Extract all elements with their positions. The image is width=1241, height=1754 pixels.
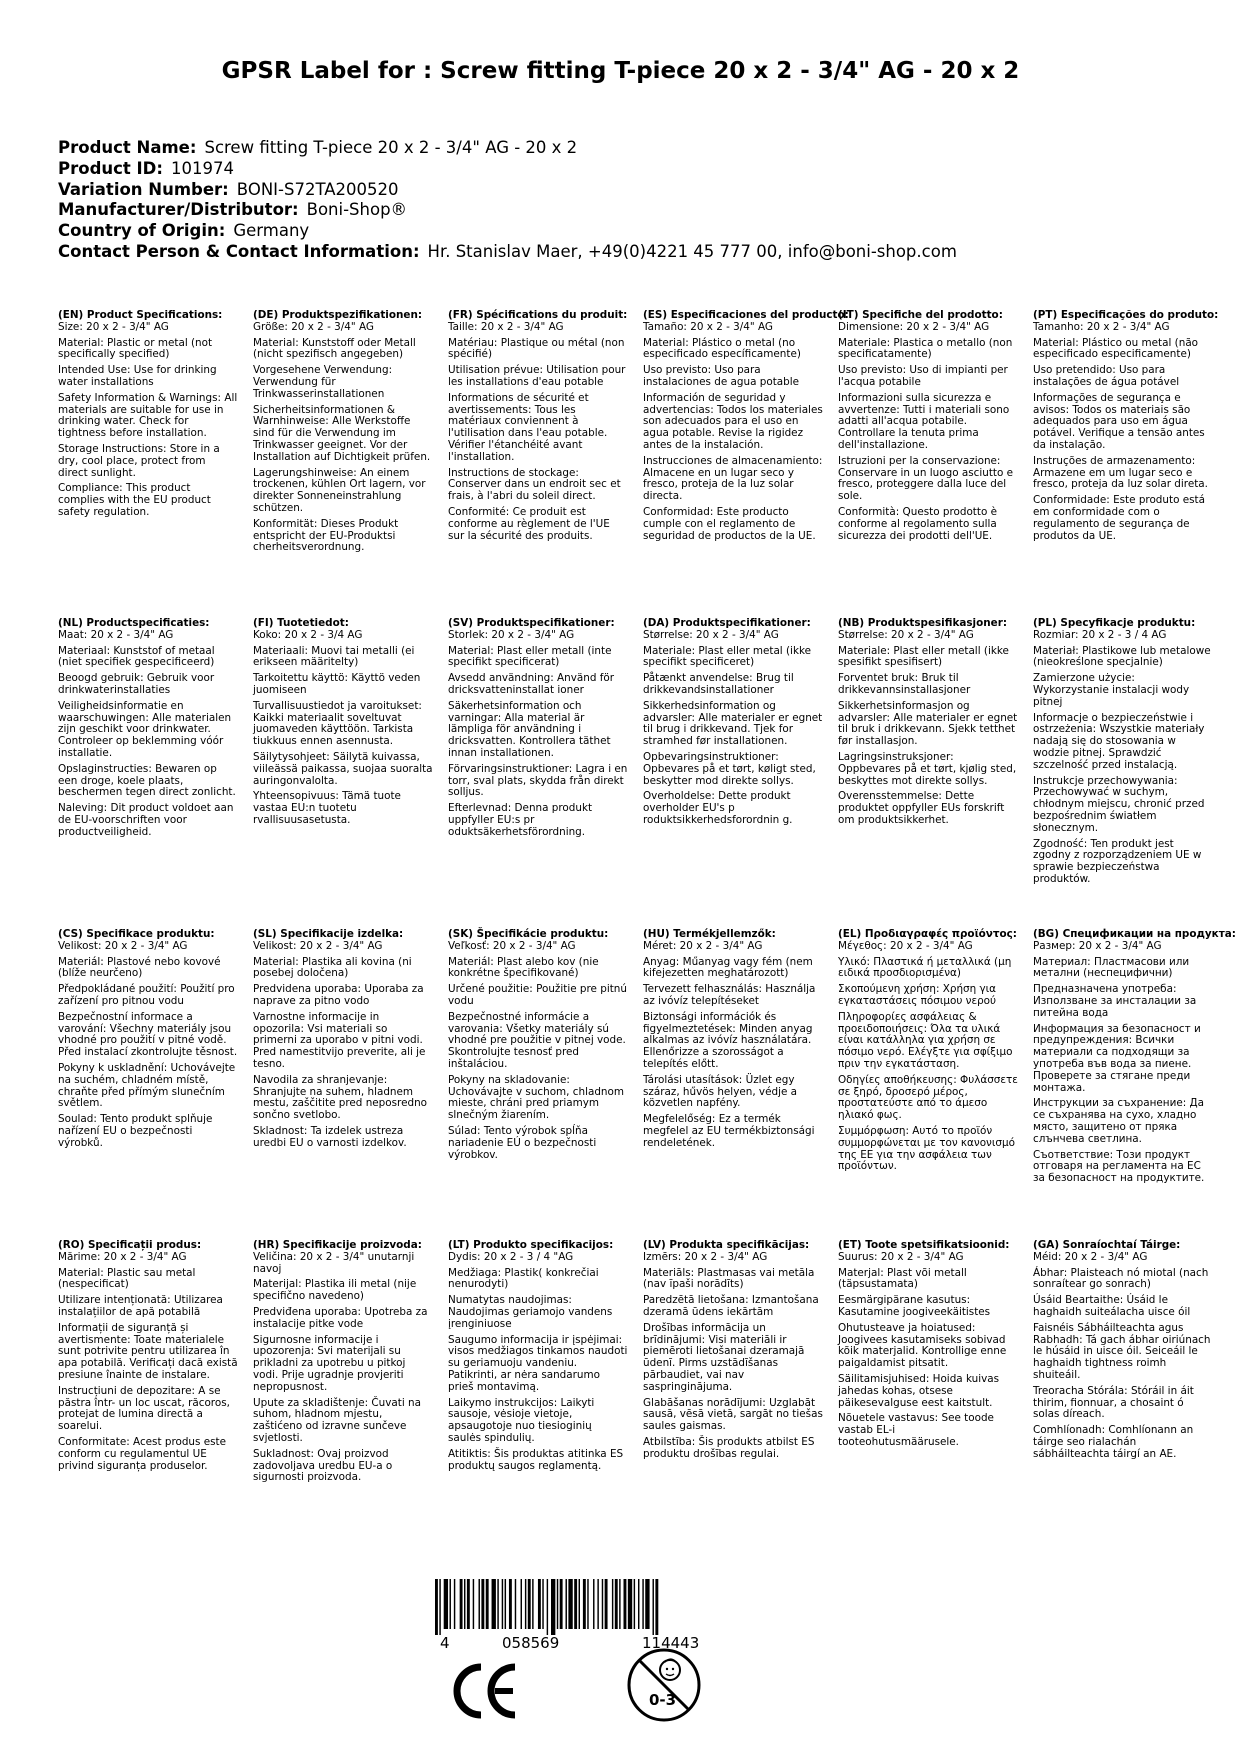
spec-line: Comhlíonadh: Comhlíonann an táirge seo rialachán sábháilteachta táirgí an AE.	[1033, 1424, 1194, 1460]
info-label: Manufacturer/Distributor:	[58, 200, 299, 220]
spec-block	[58, 310, 238, 523]
spec-line: Navodila za shranjevanje: Shranjujte na suhem, hladnem mestu, zaščitite pred neposredno sončno svetlobo.	[253, 1073, 428, 1122]
spec-line: Méid: 20 x 2 - 3/4" AG	[1033, 1250, 1148, 1263]
spec-line: Säilitamisjuhised: Hoida kuivas jahedas kohas, otsese päikesevalguse eest kaitstult.	[838, 1372, 1000, 1409]
spec-heading: (LT) Produkto specifikacijos:	[448, 1239, 614, 1251]
spec-line: Materiaali: Muovi tai metalli (ei erikseen määritelty)	[253, 644, 415, 669]
spec-line: Materiale: Plast eller metal (ikke specifikt specificeret)	[643, 644, 811, 669]
spec-line: Påtænkt anvendelse: Brug til drikkevandsinstallationer	[643, 672, 794, 696]
spec-heading: (ES) Especificaciones del producto:	[643, 309, 849, 321]
spec-line: Nõuetele vastavus: See toode vastab EL-i tooteohutusmäärusele.	[838, 1412, 994, 1448]
spec-line: Utilisation prévue: Utilisation pour les installations d'eau potable	[448, 364, 626, 388]
spec-heading: (EL) Προδιαγραφές προϊόντος:	[838, 928, 1017, 940]
spec-line: Biztonsági információk és figyelmeztetések: Minden anyag alkalmas az ivóvíz használatára. Ellenőrizze a szorosságot a telepítés előtt.	[643, 1010, 813, 1070]
spec-heading: (GA) Sonraíochtaí Táirge:	[1033, 1239, 1181, 1251]
spec-line: Určené použitie: Použitie pre pitnú vodu	[448, 983, 627, 1007]
spec-heading: (SK) Špecifikácie produktu:	[448, 928, 609, 940]
spec-line: Naleving: Dit product voldoet aan de EU-voorschriften voor productveiligheid.	[58, 802, 234, 838]
spec-block	[253, 618, 433, 831]
info-row	[58, 242, 1188, 263]
spec-line: Vorgesehene Verwendung: Verwendung für Trinkwasserinstallationen	[253, 364, 393, 400]
spec-line: Varnostne informacije in opozorila: Vsi materiali so primerni za uporabo v pitni vodi. Pred namestitvijo preverite, ali je tesno.	[253, 1010, 426, 1070]
spec-line: Opslaginstructies: Bewaren op een droge, koele plaats, beschermen tegen direct zonlicht.	[58, 762, 236, 799]
spec-line: Laikymo instrukcijos: Laikyti sausoje, vėsioje vietoje, apsaugotoje nuo tiesioginių saulės spindulių.	[448, 1396, 595, 1444]
spec-line: Tamaño: 20 x 2 - 3/4" AG	[643, 320, 773, 333]
spec-line: Sukladnost: Ovaj proizvod zadovoljava uredbu EU-a o sigurnosti proizvoda.	[253, 1447, 393, 1484]
spec-line: Materiaal: Kunststof of metaal (niet specifiek gespecificeerd)	[58, 644, 215, 669]
info-label: Country of Origin:	[58, 221, 226, 241]
spec-line: Eesmärgipärane kasutus: Kasutamine joogiveekäitistes	[838, 1294, 991, 1318]
info-row	[58, 200, 1188, 221]
spec-line: Инструкции за съхранение: Да се съхранява на сухо, хладно място, защитено от пряка слънчева светлина.	[1033, 1097, 1205, 1145]
spec-line: Dydis: 20 x 2 - 3 / 4 "AG	[448, 1250, 574, 1263]
spec-line: Predvidena uporaba: Uporaba za naprave za pitno vodo	[253, 983, 424, 1007]
spec-heading: (BG) Спецификации на продукта:	[1033, 928, 1236, 940]
spec-line: Materjal: Plast või metall (täpsustamata)	[838, 1266, 967, 1291]
info-value: Screw fitting T-piece 20 x 2 - 3/4" AG - 20 x 2	[204, 138, 578, 157]
spec-line: Faisnéis Sábháilteachta agus Rabhadh: Tá gach ábhar oiriúnach le húsáid in uisce óil. Seiceáil le haghaidh tightness roimh shuiteáil.	[1033, 1321, 1211, 1381]
spec-line: Tárolási utasítások: Üzlet egy száraz, hűvös helyen, védje a közvetlen napfény.	[643, 1073, 798, 1110]
spec-heading: (SL) Specifikacije izdelka:	[253, 928, 404, 940]
spec-line: Treoracha Stórála: Stóráil in áit thirim, fionnuar, a chosaint ó solas díreach.	[1033, 1384, 1194, 1421]
spec-line: Förvaringsinstruktioner: Lagra i en torr, sval plats, skydda från direkt solljus.	[448, 762, 628, 799]
spec-line: Material: Plastika ali kovina (ni posebej določena)	[253, 955, 412, 980]
spec-line: Materiał: Plastikowe lub metalowe (nieokreślone specjalnie)	[1033, 644, 1211, 669]
spec-line: Sicherheitsinformationen & Warnhinweise: Alle Werkstoffe sind für die Verwendung im Trinkwasser geeignet. Vor der Installation auf Dichtigkeit prüfen.	[253, 403, 431, 463]
spec-block	[838, 310, 1018, 546]
spec-line: Πληροφορίες ασφάλειας & προειδοποιήσεις: Όλα τα υλικά είναι κατάλληλα για χρήση σε πόσιμο νερό. Ελέγξτε για σφίξιμο πριν την εγκατάσταση.	[838, 1010, 1013, 1070]
product-info	[58, 138, 1188, 263]
spec-heading: (CS) Specifikace produktu:	[58, 928, 215, 940]
spec-line: Veiligheidsinformatie en waarschuwingen: Alle materialen zijn geschikt voor drinkwater. Controleer op beklemming vóór installatie.	[58, 699, 232, 759]
spec-block	[448, 310, 628, 546]
spec-line: Veľkosť: 20 x 2 - 3/4" AG	[448, 939, 576, 952]
spec-block	[1033, 928, 1236, 1189]
info-label: Product Name:	[58, 138, 197, 157]
not-for-children-0-3-icon	[625, 1646, 703, 1724]
spec-line: Avsedd användning: Använd för dricksvatteninstallat ioner	[448, 672, 615, 696]
spec-block	[643, 929, 823, 1154]
spec-line: Bezpečnostní informace a varování: Všechny materiály jsou vhodné pro použití v pitné vodě. Před instalací zkontrolujte těsnost.	[58, 1010, 238, 1059]
spec-line: Dimensione: 20 x 2 - 3/4" AG	[838, 320, 990, 333]
spec-block	[838, 1240, 1018, 1453]
spec-line: Velikost: 20 x 2 - 3/4" AG	[253, 939, 383, 952]
spec-line: Συμμόρφωση: Αυτό το προϊόν συμμορφώνεται με τον κανονισμό της ΕΕ για την ασφάλεια των προϊόντων.	[838, 1124, 1015, 1173]
spec-line: Veličina: 20 x 2 - 3/4" unutarnji navoj	[253, 1250, 415, 1275]
spec-line: Conformidad: Este producto cumple con el reglamento de seguridad de productos de la UE.	[643, 505, 816, 542]
spec-line: Información de seguridad y advertencias: Todos los materiales son adecuados para el uso en agua potable. Revise la rigidez antes de la instalación.	[643, 391, 823, 451]
spec-line: Материал: Пластмасови или метални (неспецифични)	[1033, 955, 1190, 980]
info-value: Germany	[233, 221, 310, 241]
spec-line: Turvallisuustiedot ja varoitukset: Kaikki materiaalit soveltuvat juomaveden käyttöön. Tarkista tiukkuus ennen asennusta.	[253, 699, 422, 748]
info-row	[58, 138, 1188, 159]
spec-heading: (DE) Produktspezifikationen:	[253, 309, 422, 321]
spec-block	[448, 618, 628, 843]
spec-line: Informazioni sulla sicurezza e avvertenze: Tutti i materiali sono adatti all'acqua potabile. Controllare la tenuta prima dell'installazione.	[838, 391, 1010, 451]
spec-line: Material: Plast eller metall (inte specifikt specificerat)	[448, 644, 612, 669]
barcode-digit-3: 114443	[642, 1634, 700, 1652]
spec-line: Efterlevnad: Denna produkt uppfyller EU:s pr oduktsäkerhetsförordning.	[448, 802, 593, 838]
spec-line: Tervezett felhasználás: Használja az ivóvíz telepítéseket	[643, 983, 816, 1007]
spec-heading: (DA) Produktspecifikationer:	[643, 617, 811, 629]
spec-line: Pokyny k uskladnění: Uchovávejte na suchém, chladném místě, chraňte před přímým slunečním světlem.	[58, 1061, 236, 1110]
spec-line: Tamanho: 20 x 2 - 3/4" AG	[1033, 320, 1170, 333]
spec-heading: (IT) Specifiche del prodotto:	[838, 309, 1003, 321]
spec-line: Paredzētā lietošana: Izmantošana dzeramā ūdens iekārtām	[643, 1294, 819, 1318]
spec-line: Súlad: Tento výrobok spĺňa nariadenie EÚ o bezpečnosti výrobkov.	[448, 1124, 597, 1161]
spec-line: Storlek: 20 x 2 - 3/4" AG	[448, 628, 575, 641]
barcode-digit-2: 058569	[502, 1634, 560, 1652]
spec-line: Materiál: Plastové nebo kovové (blíže neurčeno)	[58, 955, 221, 980]
spec-line: Maat: 20 x 2 - 3/4" AG	[58, 628, 174, 641]
spec-line: Предназначена употреба: Използване за инсталации за питейна вода	[1033, 983, 1197, 1019]
spec-line: Materiale: Plastica o metallo (non specificatamente)	[838, 336, 1013, 361]
spec-heading: (HR) Specifikacije proizvoda:	[253, 1239, 422, 1251]
spec-line: Materiale: Plast eller metall (ikke spesifikt spesifisert)	[838, 644, 1009, 669]
spec-line: Anyag: Műanyag vagy fém (nem kifejezetten meghatározott)	[643, 955, 813, 980]
spec-line: Uso pretendido: Uso para instalações de água potável	[1033, 364, 1180, 388]
spec-line: Informații de siguranță și avertismente: Toate materialele sunt potrivite pentru utilizarea în apa potabilă. Verificați dacă există presiune înainte de instalare.	[58, 1321, 238, 1381]
spec-heading: (HU) Termékjellemzők:	[643, 928, 776, 940]
spec-line: Materiāls: Plastmasas vai metāla (nav īpaši norādīts)	[643, 1266, 815, 1291]
spec-line: Suurus: 20 x 2 - 3/4" AG	[838, 1250, 964, 1263]
spec-line: Materijal: Plastika ili metal (nije specifično navedeno)	[253, 1278, 417, 1303]
spec-line: Compliance: This product complies with the EU product safety regulation.	[58, 482, 211, 518]
spec-line: Οδηγίες αποθήκευσης: Φυλάσσετε σε ξηρό, δροσερό μέρος, προστατεύστε από το άμεσο ηλιακό φως.	[838, 1073, 1018, 1122]
spec-line: Informações de segurança e avisos: Todos os materiais são adequados para uso em água potável. Verifique a tensão antes da instalação.	[1033, 391, 1205, 451]
spec-line: Säilytysohjeet: Säilytä kuivassa, viileässä paikassa, suojaa suoralta auringonvalolta.	[253, 750, 433, 787]
spec-line: Izmērs: 20 x 2 - 3/4" AG	[643, 1250, 768, 1263]
spec-heading: (NB) Produktspesifikasjoner:	[838, 617, 1007, 629]
spec-line: Material: Kunststoff oder Metall (nicht spezifisch angegeben)	[253, 336, 416, 361]
spec-heading: (EN) Product Specifications:	[58, 309, 223, 321]
spec-line: Overholdelse: Dette produkt overholder EU's p roduktsikkerhedsforordnin g.	[643, 790, 793, 826]
spec-line: Σκοπούμενη χρήση: Χρήση για εγκαταστάσεις πόσιμου νερού	[838, 983, 997, 1007]
spec-line: Lagerungshinweise: An einem trockenen, kühlen Ort lagern, vor direkter Sonneneinstrahlung schützen.	[253, 466, 426, 514]
spec-line: Conformità: Questo prodotto è conforme al regolamento sulla sicurezza dei prodotti dell'UE.	[838, 505, 998, 542]
spec-line: Overensstemmelse: Dette produktet oppfyller EUs forskrift om produktsikkerhet.	[838, 790, 1005, 826]
spec-block	[253, 929, 433, 1154]
spec-block	[643, 309, 849, 546]
spec-line: Drošības informācija un brīdinājumi: Visi materiāli ir piemēroti lietošanai dzeramajā ūdenī. Pirms uzstādīšanas pārbaudiet, vai nav saspringinājuma.	[643, 1321, 805, 1393]
spec-line: Atbilstība: Šis produkts atbilst ES produktu drošības regulai.	[643, 1435, 815, 1460]
spec-line: Pokyny na skladovanie: Uchovávajte v suchom, chladnom mieste, chráni pred priamym slnečným žiarením.	[448, 1073, 624, 1122]
spec-block	[838, 618, 1018, 831]
spec-line: Conformité: Ce produit est conforme au règlement de l'UE sur la sécurité des produits.	[448, 505, 610, 542]
info-label: Contact Person & Contact Information:	[58, 241, 420, 261]
spec-line: Forventet bruk: Bruk til drikkevannsinstallasjoner	[838, 672, 971, 696]
spec-line: Съответствие: Този продукт отговаря на регламента на ЕС за безопасност на продуктите.	[1033, 1148, 1205, 1185]
spec-line: Material: Plastic sau metal (nespecificat)	[58, 1266, 196, 1291]
spec-line: Instructions de stockage: Conserver dans un endroit sec et frais, à l'abri du soleil direct.	[448, 466, 621, 503]
spec-block	[58, 929, 238, 1154]
spec-line: Material: Plástico ou metal (não especificado especificamente)	[1033, 336, 1199, 361]
spec-line: Atitiktis: Šis produktas atitinka ES produktų saugos reglamentą.	[448, 1447, 624, 1472]
spec-line: Megfelelőség: Ez a termék megfelel az EU termékbiztonsági rendeletének.	[643, 1113, 815, 1149]
spec-heading: (PT) Especificações do produto:	[1033, 309, 1219, 321]
spec-line: Numatytas naudojimas: Naudojimas geriamojo vandens įrenginiuose	[448, 1294, 613, 1330]
spec-block	[643, 618, 823, 831]
spec-line: Größe: 20 x 2 - 3/4" AG	[253, 320, 374, 333]
spec-heading: (FR) Spécifications du produit:	[448, 309, 628, 321]
spec-line: Materiál: Plast alebo kov (nie konkrétne špecifikované)	[448, 955, 599, 980]
spec-line: Istruzioni per la conservazione: Conservare in un luogo asciutto e fresco, proteggere dalla luce del sole.	[838, 454, 1014, 503]
spec-heading: (RO) Specificații produs:	[58, 1239, 202, 1251]
spec-line: Størrelse: 20 x 2 - 3/4" AG	[838, 628, 974, 641]
spec-line: Medžiaga: Plastik( konkrečiai nenurodyti)	[448, 1266, 599, 1291]
spec-line: Zgodność: Ten produkt jest zgodny z rozporządzeniem UE w sprawie bezpieczeństwa produktów.	[1033, 837, 1202, 885]
spec-line: Instrucțiuni de depozitare: A se păstra într- un loc uscat, răcoros, protejat de lumina directă a soarelui.	[58, 1384, 230, 1433]
spec-block	[58, 1240, 238, 1476]
spec-line: Zamierzone użycie: Wykorzystanie instalacji wody pitnej	[1033, 672, 1190, 708]
info-label: Variation Number:	[58, 179, 229, 199]
spec-line: Instrucciones de almacenamiento: Almacene en un lugar seco y fresco, proteja de la luz solar directa.	[643, 454, 823, 503]
spec-line: Predviđena uporaba: Upotreba za instalacije pitke vode	[253, 1305, 428, 1330]
spec-line: Conformitate: Acest produs este conform cu regulamentul UE privind siguranța produselor.	[58, 1435, 227, 1472]
spec-line: Mărime: 20 x 2 - 3/4" AG	[58, 1250, 187, 1263]
spec-line: Ábhar: Plaisteach nó miotal (nach sonraítear go sonrach)	[1033, 1266, 1209, 1291]
spec-line: Yhteensopivuus: Tämä tuote vastaa EU:n tuotetu rvallisuusasetusta.	[253, 790, 401, 826]
spec-line: Uso previsto: Uso para instalaciones de agua potable	[643, 364, 800, 388]
spec-line: Storage Instructions: Store in a dry, cool place, protect from direct sunlight.	[58, 442, 220, 479]
spec-line: Méret: 20 x 2 - 3/4" AG	[643, 939, 763, 952]
spec-line: Opbevaringsinstruktioner: Opbevares på et tørt, køligt sted, beskytter mod direkte sollys.	[643, 750, 816, 787]
info-row	[58, 159, 1188, 180]
spec-line: Upute za skladištenje: Čuvati na suhom, hladnom mjestu, zaštićeno od izravne sunčeve svjetlosti.	[253, 1396, 421, 1444]
spec-line: Konformität: Dieses Produkt entspricht der EU-Produktsi cherheitsverordnung.	[253, 517, 399, 554]
spec-line: Intended Use: Use for drinking water installations	[58, 364, 217, 388]
spec-line: Informacje o bezpieczeństwie i ostrzeżenia: Wszystkie materiały nadają się do stosowania w wodzie pitnej. Sprawdzić szczelność przed instalacją.	[1033, 711, 1205, 771]
spec-line: Taille: 20 x 2 - 3/4" AG	[448, 320, 564, 333]
spec-line: Sigurnosne informacije i upozorenja: Svi materijali su prikladni za upotrebu u pitkoj vodi. Prije ugradnje provjeriti nepropusnost.	[253, 1333, 406, 1393]
spec-line: Matériau: Plastique ou métal (non spécifié)	[448, 336, 625, 361]
spec-block	[253, 310, 433, 558]
spec-heading: (PL) Specyfikacje produktu:	[1033, 617, 1196, 629]
spec-line: Ohutusteave ja hoiatused: Joogivees kasutamiseks sobivad kõik materjalid. Kontrollige enne paigaldamist pitsatit.	[838, 1321, 1007, 1370]
spec-block	[1033, 618, 1213, 890]
spec-block	[838, 929, 1018, 1177]
spec-line: Bezpečnostné informácie a varovania: Všetky materiály sú vhodné pre použitie v pitnej vode. Skontrolujte tesnosť pred inštaláciou.	[448, 1010, 626, 1070]
spec-line: Размер: 20 x 2 - 3/4" AG	[1033, 939, 1162, 952]
barcode-digit-1: 4	[440, 1634, 450, 1652]
spec-line: Instruções de armazenamento: Armazene em um lugar seco e fresco, proteja da luz solar direta.	[1033, 454, 1208, 491]
spec-line: Conformidade: Este produto está em conformidade com o regulamento de segurança de produtos da UE.	[1033, 494, 1205, 542]
ce-mark-icon	[451, 1661, 521, 1721]
spec-line: Material: Plastic or metal (not specifically specified)	[58, 336, 213, 361]
info-row	[58, 180, 1188, 201]
spec-block	[1033, 309, 1219, 546]
spec-heading: (LV) Produkta specifikācijas:	[643, 1239, 810, 1251]
spec-line: Skladnost: Ta izdelek ustreza uredbi EU o varnosti izdelkov.	[253, 1124, 407, 1149]
spec-line: Předpokládané použití: Použití pro zařízení pro pitnou vodu	[58, 983, 235, 1007]
spec-line: Velikost: 20 x 2 - 3/4" AG	[58, 939, 188, 952]
spec-line: Informations de sécurité et avertissements: Tous les matériaux conviennent à l'utilisation dans l'eau potable. Vérifier l'étanchéité avant l'installation.	[448, 391, 608, 463]
spec-heading: (FI) Tuotetiedot:	[253, 617, 349, 629]
info-value: Hr. Stanislav Maer, +49(0)4221 45 777 00, info@boni-shop.com	[427, 241, 957, 261]
spec-line: Rozmiar: 20 x 2 - 3 / 4 AG	[1033, 628, 1167, 641]
spec-block	[1033, 1240, 1213, 1465]
spec-line: Size: 20 x 2 - 3/4" AG	[58, 320, 169, 333]
spec-line: Sikkerhedsinformation og advarsler: Alle materialer er egnet til brug i drikkevand. Tjek for stramhed før installationen.	[643, 699, 823, 748]
spec-line: Koko: 20 x 2 - 3/4 AG	[253, 628, 363, 641]
spec-line: Utilizare intenționată: Utilizarea instalațiilor de apă potabilă	[58, 1294, 223, 1318]
spec-block	[58, 618, 238, 843]
age-label: 0-3	[649, 1691, 677, 1709]
spec-block	[253, 1240, 433, 1488]
spec-line: Tarkoitettu käyttö: Käyttö veden juomiseen	[253, 672, 421, 696]
spec-line: Úsáid Beartaithe: Úsáid le haghaidh suiteálacha uisce óil	[1033, 1294, 1191, 1318]
spec-line: Glabāšanas norādījumi: Uzglabāt sausā, vēsā vietā, sargāt no tiešas saules gaismas.	[643, 1396, 823, 1433]
page-title: GPSR Label for : Screw fitting T-piece 20 x 2 - 3/4" AG - 20 x 2	[221, 58, 1020, 84]
barcode-bars-icon	[433, 1579, 723, 1635]
spec-line: Lagringsinstruksjoner: Oppbevares på et tørt, kjølig sted, beskyttes mot direkte sollys.	[838, 750, 1017, 787]
info-value: 101974	[170, 158, 234, 178]
info-row	[58, 221, 1188, 242]
spec-block	[448, 1240, 628, 1476]
info-label: Product ID:	[58, 158, 163, 178]
spec-line: Soulad: Tento produkt splňuje nařízení EU o bezpečnosti výrobků.	[58, 1113, 213, 1149]
spec-line: Υλικό: Πλαστικά ή μεταλλικά (μη ειδικά προσδιορισμένα)	[838, 955, 1012, 980]
spec-line: Instrukcje przechowywania: Przechowywać w suchym, chłodnym miejscu, chronić przed bezpośrednim światłem słonecznym.	[1033, 774, 1205, 834]
spec-block	[643, 1240, 823, 1465]
spec-line: Material: Plástico o metal (no especificado específicamente)	[643, 336, 801, 361]
spec-heading: (NL) Productspecificaties:	[58, 617, 210, 629]
spec-line: Saugumo informacija ir įspėjimai: visos medžiagos tinkamos naudoti su geriamuoju vandeniu. Patikrinti, ar nėra sandarumo prieš montavimą.	[448, 1333, 628, 1393]
spec-heading: (ET) Toote spetsifikatsioonid:	[838, 1239, 1010, 1251]
spec-line: Safety Information & Warnings: All materials are suitable for use in drinking water. Check for tightness before installation.	[58, 391, 238, 440]
spec-block	[448, 929, 628, 1165]
info-value: Boni-Shop®	[306, 200, 408, 220]
spec-line: Uso previsto: Uso di impianti per l'acqua potabile	[838, 364, 1008, 388]
spec-line: Størrelse: 20 x 2 - 3/4" AG	[643, 628, 779, 641]
spec-heading: (SV) Produktspecifikationer:	[448, 617, 615, 629]
spec-line: Säkerhetsinformation och varningar: Alla material är lämpliga för användning i dricksvatten. Kontrollera täthet innan installationen.	[448, 699, 611, 759]
spec-line: Sikkerhetsinformasjon og advarsler: Alle materialer er egnet til bruk i drikkevann. Sjekk tetthet før installasjon.	[838, 699, 1018, 748]
spec-line: Информация за безопасност и предупреждения: Всички материали са подходящи за употреба във вода за пиене. Проверете за стягане преди монтажа.	[1033, 1022, 1201, 1094]
spec-line: Μέγεθος: 20 x 2 - 3/4" AG	[838, 939, 973, 952]
info-value: BONI-S72TA200520	[236, 179, 399, 199]
spec-line: Beoogd gebruik: Gebruik voor drinkwaterinstallaties	[58, 672, 215, 696]
